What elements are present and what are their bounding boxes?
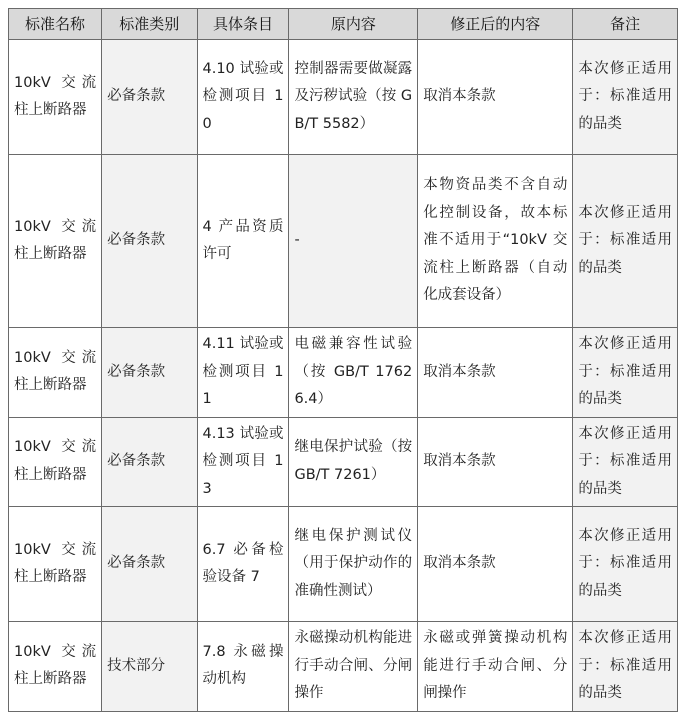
cell-category: 技术部分 — [102, 622, 197, 712]
table-row — [9, 622, 678, 712]
header-standard-name: 标准名称 — [9, 9, 102, 40]
cell-item: 4.10 试验或检测项目 10 — [197, 40, 289, 155]
cell-revised: 取消本条款 — [418, 40, 573, 155]
cell-category: 必备条款 — [102, 328, 197, 418]
cell-standard-name: 10kV 交流柱上断路器 — [9, 40, 102, 155]
cell-revised: 取消本条款 — [418, 328, 573, 418]
cell-category: 必备条款 — [102, 417, 197, 507]
cell-standard-name: 10kV 交流柱上断路器 — [9, 328, 102, 418]
header-revised-content: 修正后的内容 — [418, 9, 573, 40]
table-row — [9, 155, 678, 328]
table-row — [9, 328, 678, 418]
cell-revised: 取消本条款 — [418, 417, 573, 507]
cell-item: 4.11 试验或检测项目 11 — [197, 328, 289, 418]
cell-note: 本次修正适用于：标准适用的品类 — [573, 507, 678, 622]
cell-category: 必备条款 — [102, 40, 197, 155]
cell-note: 本次修正适用于：标准适用的品类 — [573, 328, 678, 418]
cell-original: 继电保护试验（按 GB/T 7261） — [289, 417, 418, 507]
header-standard-category: 标准类别 — [102, 9, 197, 40]
cell-note: 本次修正适用于：标准适用的品类 — [573, 155, 678, 328]
cell-item: 4 产品资质许可 — [197, 155, 289, 328]
cell-revised: 永磁或弹簧操动机构能进行手动合闸、分闸操作 — [418, 622, 573, 712]
cell-note: 本次修正适用于：标准适用的品类 — [573, 417, 678, 507]
cell-category: 必备条款 — [102, 155, 197, 328]
table-row — [9, 507, 678, 622]
cell-item: 4.13 试验或检测项目 13 — [197, 417, 289, 507]
correction-table — [8, 8, 678, 712]
cell-standard-name: 10kV 交流柱上断路器 — [9, 417, 102, 507]
cell-revised: 本物资品类不含自动化控制设备，故本标准不适用于“10kV 交流柱上断路器（自动化成套设备） — [418, 155, 573, 328]
cell-item: 7.8 永磁操动机构 — [197, 622, 289, 712]
cell-note: 本次修正适用于：标准适用的品类 — [573, 40, 678, 155]
table-row — [9, 417, 678, 507]
table-row — [9, 40, 678, 155]
header-specific-item: 具体条目 — [197, 9, 289, 40]
cell-note: 本次修正适用于：标准适用的品类 — [573, 622, 678, 712]
cell-original: 控制器需要做凝露及污秽试验（按 GB/T 5582） — [289, 40, 418, 155]
cell-standard-name: 10kV 交流柱上断路器 — [9, 507, 102, 622]
cell-item: 6.7 必备检验设备 7 — [197, 507, 289, 622]
header-row — [9, 9, 678, 40]
cell-standard-name: 10kV 交流柱上断路器 — [9, 622, 102, 712]
cell-revised: 取消本条款 — [418, 507, 573, 622]
cell-original: 电磁兼容性试验（按 GB/T 17626.4） — [289, 328, 418, 418]
cell-original: - — [289, 155, 418, 328]
cell-original: 永磁操动机构能进行手动合闸、分闸操作 — [289, 622, 418, 712]
cell-original: 继电保护测试仪（用于保护动作的准确性测试） — [289, 507, 418, 622]
header-original-content: 原内容 — [289, 9, 418, 40]
header-remarks: 备注 — [573, 9, 678, 40]
cell-standard-name: 10kV 交流柱上断路器 — [9, 155, 102, 328]
cell-category: 必备条款 — [102, 507, 197, 622]
